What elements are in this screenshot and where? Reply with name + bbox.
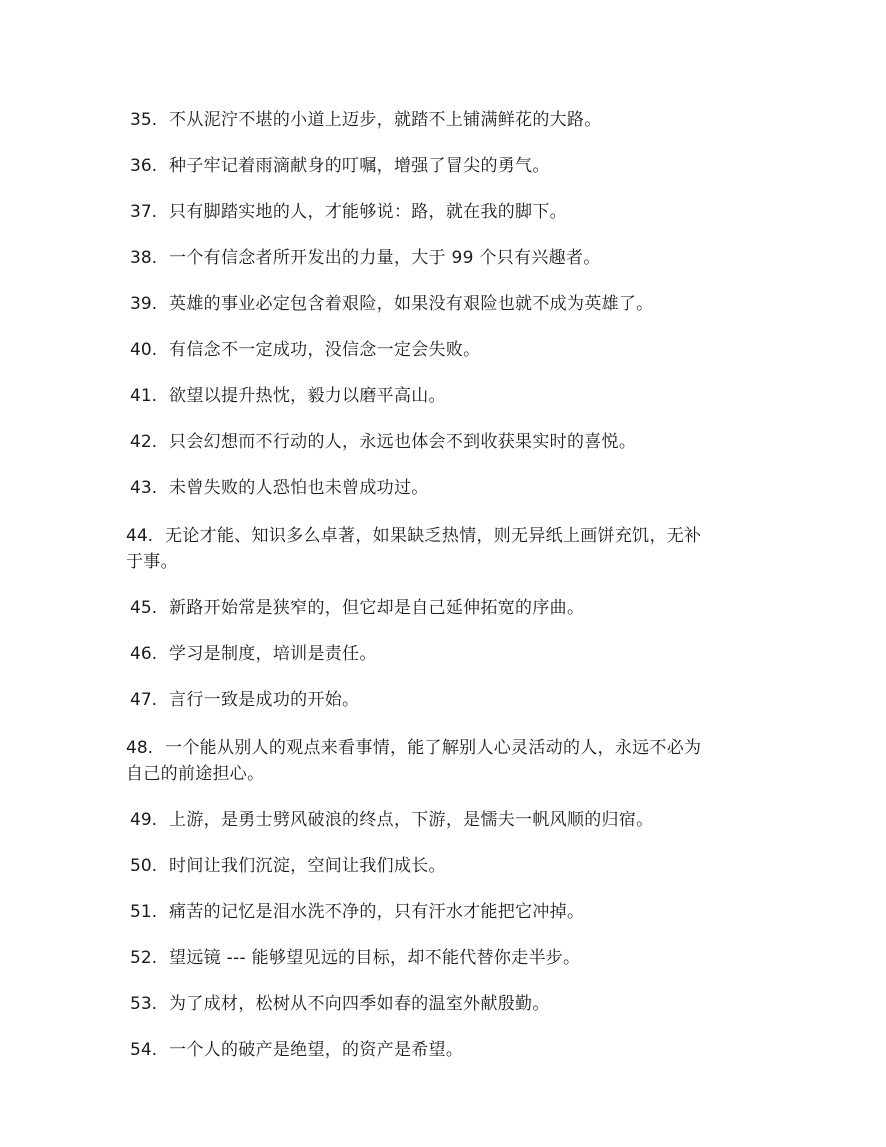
quote-text: 学习是制度，培训是责任。: [169, 644, 377, 664]
quote-item: [130, 475, 750, 501]
quote-text: 未曾失败的人恐怕也未曾成功过。: [169, 478, 429, 498]
quote-number: 44.: [126, 526, 154, 546]
quote-text: 一个能从别人的观点来看事情，能了解别人心灵活动的人，永远不必为自己的前途担心。: [126, 738, 702, 784]
quote-item: [126, 735, 706, 787]
quote-number: 38.: [130, 248, 158, 268]
quote-text: 言行一致是成功的开始。: [169, 690, 360, 710]
quote-item: [130, 245, 750, 271]
quote-number: 35.: [130, 110, 158, 130]
quote-number: 36.: [130, 156, 158, 176]
quote-text: 种子牢记着雨滴献身的叮嘱，增强了冒尖的勇气。: [169, 156, 550, 176]
quote-item: [130, 383, 750, 409]
quote-number: 47.: [130, 690, 158, 710]
quote-text: 新路开始常是狭窄的，但它却是自己延伸拓宽的序曲。: [169, 598, 585, 618]
quote-item: [130, 107, 750, 133]
quote-text: 不从泥泞不堪的小道上迈步，就踏不上铺满鲜花的大路。: [169, 110, 602, 130]
quote-number: 52.: [130, 948, 158, 968]
quote-text: 痛苦的记忆是泪水洗不净的，只有汗水才能把它冲掉。: [169, 902, 585, 922]
quote-item: [130, 807, 750, 833]
quote-number: 50.: [130, 856, 158, 876]
quote-number: 40.: [130, 340, 158, 360]
quote-number: 46.: [130, 644, 158, 664]
quote-item: [130, 641, 750, 667]
quote-number: 41.: [130, 386, 158, 406]
quote-number: 42.: [130, 432, 158, 452]
quote-item: [130, 337, 750, 363]
quote-text: 欲望以提升热忱，毅力以磨平高山。: [169, 386, 446, 406]
quote-text: 有信念不一定成功，没信念一定会失败。: [169, 340, 481, 360]
quote-item: [130, 153, 750, 179]
quote-item: [130, 291, 750, 317]
quote-text: 无论才能、知识多么卓著，如果缺乏热情，则无异纸上画饼充饥，无补于事。: [126, 526, 702, 572]
quote-item: [130, 595, 750, 621]
quote-number: 51.: [130, 902, 158, 922]
quote-item: [130, 853, 750, 879]
quote-text: 一个有信念者所开发出的力量，大于 99 个只有兴趣者。: [169, 248, 601, 268]
quote-list: [126, 107, 750, 1063]
quote-text: 英雄的事业必定包含着艰险，如果没有艰险也就不成为英雄了。: [169, 294, 654, 314]
quote-text: 为了成材，松树从不向四季如春的温室外献殷勤。: [169, 994, 550, 1014]
quote-text: 时间让我们沉淀，空间让我们成长。: [169, 856, 446, 876]
quote-item: [130, 687, 750, 713]
quote-text: 只有脚踏实地的人，才能够说：路，就在我的脚下。: [169, 202, 567, 222]
quote-text: 只会幻想而不行动的人，永远也体会不到收获果实时的喜悦。: [169, 432, 637, 452]
quote-item: [130, 991, 750, 1017]
quote-item: [130, 429, 750, 455]
quote-text: 望远镜 --- 能够望见远的目标，却不能代替你走半步。: [169, 948, 581, 968]
quote-text: 一个人的破产是绝望，的资产是希望。: [169, 1040, 464, 1060]
quote-item: [130, 945, 750, 971]
quote-number: 48.: [126, 738, 154, 758]
quote-item: [126, 523, 716, 575]
quote-number: 45.: [130, 598, 158, 618]
quote-number: 49.: [130, 810, 158, 830]
quote-number: 43.: [130, 478, 158, 498]
quote-number: 37.: [130, 202, 158, 222]
quote-number: 54.: [130, 1040, 158, 1060]
quote-item: [130, 1037, 750, 1063]
quote-item: [130, 199, 750, 225]
quote-number: 53.: [130, 994, 158, 1014]
quote-item: [130, 899, 750, 925]
quote-number: 39.: [130, 294, 158, 314]
quote-text: 上游，是勇士劈风破浪的终点，下游，是懦夫一帆风顺的归宿。: [169, 810, 654, 830]
